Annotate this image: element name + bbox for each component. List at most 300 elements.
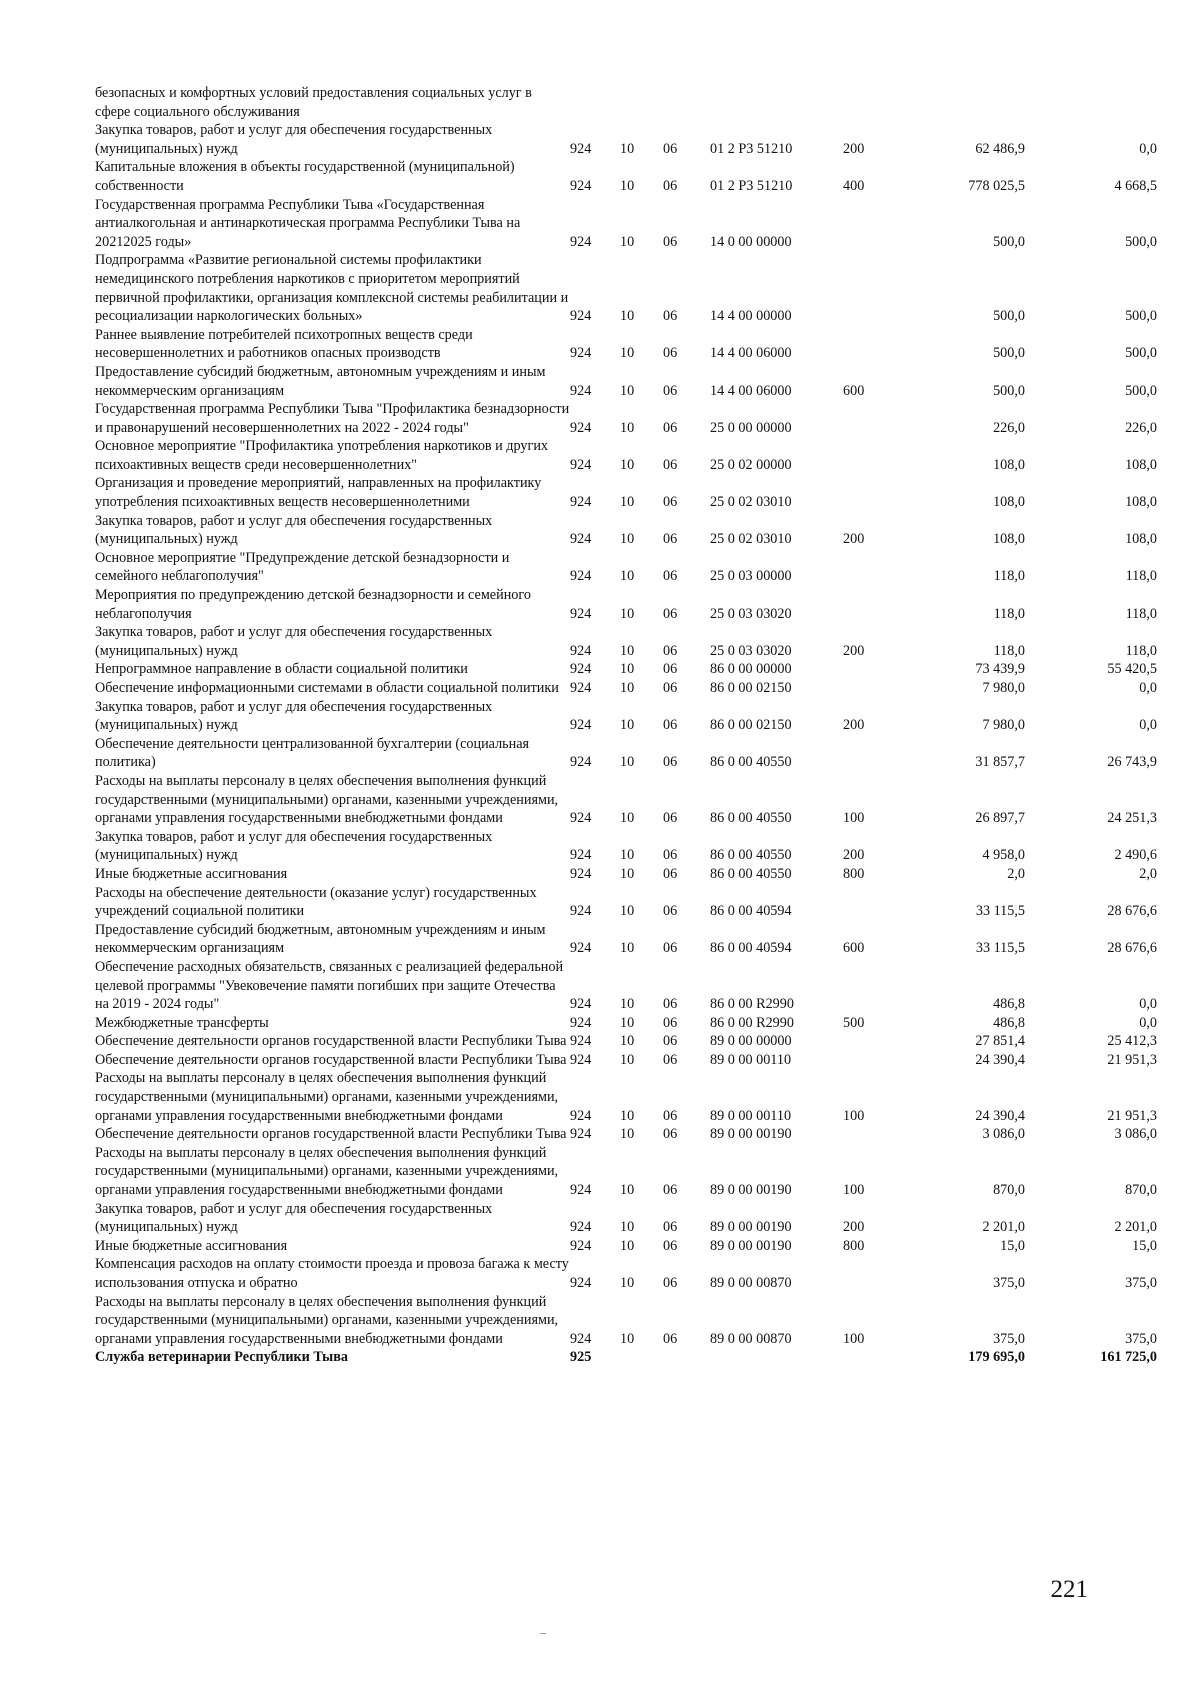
row-amount-year2: 4 668,5 (1114, 177, 1157, 194)
row-grbs: 924 (570, 1107, 592, 1124)
row-subsection (663, 1348, 710, 1367)
row-name: Закупка товаров, работ и услуг для обеспечения государственных (муниципальных) нужд (95, 624, 493, 659)
table-row (95, 679, 1157, 698)
row-expense-type (843, 1125, 903, 1144)
row-target-article: 86 0 00 40550 (710, 810, 792, 827)
row-amount-year2: 500,0 (1125, 233, 1157, 250)
row-name: Предоставление субсидий бюджетным, автономным учреждениям и иным некоммерческим организациям (95, 363, 546, 399)
row-target-article: 14 4 00 06000 (710, 345, 792, 362)
row-subsection: 06 (663, 903, 678, 920)
row-expense-type (843, 474, 903, 511)
row-amount-year2: 118,0 (1125, 605, 1157, 622)
row-name: Раннее выявление потребителей психотропных веществ среди несовершеннолетних и работников опасных производств (95, 326, 473, 362)
table-row (95, 474, 1157, 511)
table-row (95, 1348, 1157, 1367)
row-grbs (570, 84, 620, 121)
row-section: 10 (620, 568, 635, 585)
row-subsection: 06 (663, 1237, 678, 1254)
table-row (95, 1293, 1157, 1349)
row-target-article: 01 2 P3 51210 (710, 177, 793, 194)
row-amount-year1: 26 897,7 (975, 810, 1025, 827)
table-row (95, 121, 1157, 158)
table-row (95, 586, 1157, 623)
row-amount-year1: 108,0 (993, 456, 1025, 473)
row-expense-type (843, 84, 903, 121)
row-target-article (710, 1348, 843, 1367)
row-amount-year1 (903, 84, 1025, 121)
row-amount-year2: 870,0 (1125, 1182, 1157, 1199)
row-grbs: 924 (570, 233, 592, 250)
row-amount-year1: 500,0 (993, 345, 1025, 362)
row-section (620, 84, 663, 121)
table-row (95, 158, 1157, 195)
row-name: Расходы на обеспечение деятельности (оказание услуг) государственных учреждений социальной политики (95, 884, 537, 920)
row-amount-year2: 24 251,3 (1107, 810, 1157, 827)
row-grbs: 924 (570, 345, 592, 362)
row-section: 10 (620, 1126, 635, 1143)
row-amount-year1: 31 857,7 (975, 754, 1025, 771)
row-grbs: 924 (570, 308, 592, 325)
table-row (95, 437, 1157, 474)
row-target-article: 86 0 00 40594 (710, 903, 792, 920)
row-target-article: 25 0 02 00000 (710, 456, 792, 473)
row-section: 10 (620, 531, 635, 548)
row-section: 10 (620, 717, 635, 734)
row-name: Обеспечение деятельности органов государственной власти Республики Тыва (95, 1126, 567, 1143)
row-target-article: 14 4 00 00000 (710, 308, 792, 325)
row-name: Обеспечение расходных обязательств, связанных с реализацией федеральной целевой программы "Увековечение памяти погибших при защите Отечества на 2019 - 2024 годы" (95, 958, 564, 1013)
row-grbs: 924 (570, 1126, 592, 1143)
row-amount-year1: 33 115,5 (975, 903, 1025, 920)
row-amount-year2: 0,0 (1139, 140, 1157, 157)
row-amount-year2: 500,0 (1125, 308, 1157, 325)
row-grbs: 924 (570, 1051, 592, 1068)
row-subsection: 06 (663, 419, 678, 436)
row-grbs: 924 (570, 940, 592, 957)
row-expense-type: 100 (843, 1330, 865, 1347)
row-name: Расходы на выплаты персоналу в целях обеспечения выполнения функций государственными (муниципальными) органами, казенными учреждениями, органами управления государственными внебюджетными фондами (95, 1144, 559, 1199)
row-amount-year2: 0,0 (1139, 680, 1157, 696)
row-name: Иные бюджетные ассигнования (95, 1237, 288, 1254)
row-target-article: 01 2 P3 51210 (710, 140, 793, 157)
row-section: 10 (620, 1107, 635, 1124)
row-subsection: 06 (663, 680, 678, 696)
row-amount-year1: 7 980,0 (982, 680, 1025, 696)
row-grbs: 924 (570, 1014, 592, 1031)
row-target-article: 89 0 00 00190 (710, 1237, 792, 1254)
table-row (95, 884, 1157, 921)
row-grbs: 924 (570, 903, 592, 920)
row-section: 10 (620, 1033, 635, 1050)
row-section: 10 (620, 1237, 635, 1254)
row-expense-type (843, 549, 903, 586)
row-grbs: 924 (570, 1182, 592, 1199)
row-section: 10 (620, 1330, 635, 1347)
budget-table (95, 84, 1157, 1367)
row-subsection: 06 (663, 456, 678, 473)
row-expense-type (843, 679, 903, 698)
row-grbs: 924 (570, 140, 592, 157)
row-grbs: 924 (570, 661, 592, 678)
row-amount-year2: 108,0 (1125, 456, 1157, 473)
row-amount-year1: 500,0 (993, 382, 1025, 399)
row-amount-year1: 4 958,0 (982, 847, 1025, 864)
table-row (95, 1032, 1157, 1051)
row-name: Обеспечение деятельности органов государственной власти Республики Тыва (95, 1051, 567, 1068)
row-amount-year2: 375,0 (1125, 1275, 1157, 1291)
row-expense-type (843, 586, 903, 623)
table-row (95, 512, 1157, 549)
row-target-article: 89 0 00 00190 (710, 1219, 792, 1236)
row-amount-year2: 55 420,5 (1107, 661, 1157, 678)
row-amount-year2: 28 676,6 (1107, 903, 1157, 920)
row-section: 10 (620, 419, 635, 436)
row-grbs: 924 (570, 717, 592, 734)
row-name: Закупка товаров, работ и услуг для обеспечения государственных (муниципальных) нужд (95, 698, 493, 734)
table-row (95, 251, 1157, 325)
row-target-article: 14 0 00 00000 (710, 233, 792, 250)
row-expense-type: 200 (843, 1219, 865, 1236)
row-expense-type (843, 437, 903, 474)
table-row (95, 549, 1157, 586)
table-row (95, 698, 1157, 735)
row-expense-type (843, 1051, 903, 1070)
row-grbs: 924 (570, 456, 592, 473)
row-expense-type: 400 (843, 177, 865, 194)
row-expense-type: 800 (843, 865, 865, 882)
row-name: Подпрограмма «Развитие региональной системы профилактики немедицинского потребления наркотиков с приоритетом мероприятий первичной профилактики, организация комплексной системы реабилитации и ресоциализации наркологических больных» (95, 252, 569, 325)
row-amount-year1: 500,0 (993, 308, 1025, 325)
row-target-article: 86 0 00 40550 (710, 847, 792, 864)
table-row (95, 363, 1157, 400)
budget-table-body (95, 84, 1157, 1367)
row-expense-type: 800 (843, 1237, 865, 1254)
row-expense-type (843, 1255, 903, 1292)
row-amount-year2: 26 743,9 (1107, 754, 1157, 771)
row-amount-year1: 27 851,4 (975, 1033, 1025, 1050)
row-subsection: 06 (663, 177, 678, 194)
row-name: Обеспечение деятельности органов государственной власти Республики Тыва (95, 1033, 567, 1050)
table-row (95, 660, 1157, 679)
row-expense-type: 100 (843, 810, 865, 827)
row-amount-year1: 73 439,9 (975, 661, 1025, 678)
row-amount-year2: 21 951,3 (1107, 1051, 1157, 1068)
row-target-article: 86 0 00 R2990 (710, 1014, 794, 1031)
row-amount-year1: 24 390,4 (975, 1051, 1025, 1068)
row-amount-year1: 870,0 (993, 1182, 1025, 1199)
row-section: 10 (620, 903, 635, 920)
row-grbs: 924 (570, 847, 592, 864)
row-amount-year2: 3 086,0 (1114, 1126, 1157, 1143)
row-expense-type: 200 (843, 642, 865, 659)
row-name: Основное мероприятие "Профилактика употребления наркотиков и других психоактивных веществ среди несовершеннолетних" (95, 438, 549, 473)
row-name: Расходы на выплаты персоналу в целях обеспечения выполнения функций государственными (муниципальными) органами, казенными учреждениями, органами управления государственными внебюджетными фондами (95, 772, 559, 827)
row-subsection: 06 (663, 1033, 678, 1050)
row-subsection: 06 (663, 382, 678, 399)
row-amount-year1: 118,0 (993, 605, 1025, 622)
page-number: 221 (1050, 1576, 1088, 1603)
row-amount-year1: 108,0 (993, 531, 1025, 548)
row-amount-year1: 778 025,5 (968, 177, 1025, 194)
row-amount-year2: 2,0 (1139, 865, 1157, 882)
row-section: 10 (620, 177, 635, 194)
row-grbs: 925 (570, 1349, 592, 1366)
row-section (620, 1348, 663, 1367)
row-section: 10 (620, 494, 635, 511)
row-section: 10 (620, 1014, 635, 1031)
row-amount-year1: 2,0 (1007, 865, 1025, 882)
row-name: Обеспечение информационными системами в области социальной политики (95, 680, 559, 696)
row-section: 10 (620, 1182, 635, 1199)
row-expense-type: 600 (843, 382, 865, 399)
row-amount-year2: 161 725,0 (1100, 1349, 1157, 1366)
row-amount-year2 (1025, 84, 1157, 121)
row-target-article: 25 0 03 03020 (710, 605, 792, 622)
row-expense-type (843, 400, 903, 437)
row-expense-type: 200 (843, 140, 865, 157)
row-name: Компенсация расходов на оплату стоимости проезда и провоза багажа к месту использования отпуска и обратно (95, 1256, 569, 1291)
row-section: 10 (620, 605, 635, 622)
row-subsection: 06 (663, 661, 678, 678)
row-expense-type: 200 (843, 717, 865, 734)
row-section: 10 (620, 996, 635, 1013)
row-amount-year1: 500,0 (993, 233, 1025, 250)
row-subsection: 06 (663, 568, 678, 585)
row-grbs: 924 (570, 810, 592, 827)
row-name: Государственная программа Республики Тыва "Профилактика безнадзорности и правонарушений несовершеннолетних на 2022 - 2024 годы" (95, 401, 570, 436)
row-subsection: 06 (663, 308, 678, 325)
row-section: 10 (620, 680, 635, 696)
row-target-article: 25 0 02 03010 (710, 494, 792, 511)
row-name: Служба ветеринарии Республики Тыва (95, 1349, 348, 1366)
row-amount-year1: 33 115,5 (975, 940, 1025, 957)
row-amount-year2: 0,0 (1139, 717, 1157, 734)
row-expense-type: 100 (843, 1107, 865, 1124)
row-subsection: 06 (663, 1275, 678, 1291)
table-row (95, 958, 1157, 1014)
row-section: 10 (620, 382, 635, 399)
row-amount-year2: 108,0 (1125, 531, 1157, 548)
row-target-article: 86 0 00 40550 (710, 754, 792, 771)
row-amount-year2: 15,0 (1132, 1237, 1157, 1254)
row-amount-year1: 7 980,0 (982, 717, 1025, 734)
row-expense-type (843, 660, 903, 679)
row-name: Капитальные вложения в объекты государственной (муниципальной) собственности (95, 159, 515, 194)
row-expense-type (843, 326, 903, 363)
row-name: безопасных и комфортных условий предоставления социальных услуг в сфере социального обслуживания (95, 85, 532, 120)
row-section: 10 (620, 847, 635, 864)
row-name: Иные бюджетные ассигнования (95, 865, 288, 882)
row-section: 10 (620, 661, 635, 678)
row-target-article: 86 0 00 02150 (710, 717, 792, 734)
row-grbs: 924 (570, 568, 592, 585)
row-subsection: 06 (663, 1182, 678, 1199)
row-target-article: 86 0 00 02150 (710, 680, 792, 696)
row-grbs: 924 (570, 382, 592, 399)
row-target-article (710, 84, 843, 121)
row-subsection: 06 (663, 605, 678, 622)
table-row (95, 735, 1157, 772)
table-row (95, 1200, 1157, 1237)
row-expense-type: 200 (843, 531, 865, 548)
row-target-article: 89 0 00 00000 (710, 1033, 792, 1050)
row-section: 10 (620, 1275, 635, 1291)
row-amount-year1: 118,0 (993, 568, 1025, 585)
row-expense-type: 200 (843, 847, 865, 864)
row-amount-year2: 500,0 (1125, 382, 1157, 399)
row-subsection: 06 (663, 865, 678, 882)
row-grbs: 924 (570, 531, 592, 548)
row-subsection: 06 (663, 1330, 678, 1347)
row-name: Организация и проведение мероприятий, направленных на профилактику употребления психоактивных веществ несовершеннолетними (95, 475, 542, 511)
row-amount-year2: 226,0 (1125, 419, 1157, 436)
row-section: 10 (620, 308, 635, 325)
row-grbs: 924 (570, 996, 592, 1013)
row-target-article: 89 0 00 00870 (710, 1330, 792, 1347)
row-amount-year2: 25 412,3 (1107, 1033, 1157, 1050)
row-subsection: 06 (663, 1014, 678, 1031)
row-amount-year2: 118,0 (1125, 568, 1157, 585)
row-name: Государственная программа Республики Тыва «Государственная антиалкогольная и антинаркотическая программа Республики Тыва на 20212025 годы» (95, 196, 521, 250)
row-subsection: 06 (663, 847, 678, 864)
row-grbs: 924 (570, 642, 592, 659)
row-section: 10 (620, 140, 635, 157)
table-row (95, 1144, 1157, 1200)
row-amount-year1: 375,0 (993, 1330, 1025, 1347)
row-amount-year2: 108,0 (1125, 494, 1157, 511)
row-grbs: 924 (570, 605, 592, 622)
row-section: 10 (620, 810, 635, 827)
table-row (95, 326, 1157, 363)
row-amount-year2: 0,0 (1139, 996, 1157, 1013)
row-target-article: 86 0 00 40550 (710, 865, 792, 882)
row-grbs: 924 (570, 680, 592, 696)
table-row (95, 1125, 1157, 1144)
row-expense-type (843, 1348, 903, 1367)
row-amount-year2: 375,0 (1125, 1330, 1157, 1347)
table-row (95, 196, 1157, 252)
row-section: 10 (620, 456, 635, 473)
row-target-article: 25 0 00 00000 (710, 419, 792, 436)
row-amount-year1: 15,0 (1000, 1237, 1025, 1254)
row-amount-year1: 226,0 (993, 419, 1025, 436)
row-subsection: 06 (663, 810, 678, 827)
row-target-article: 86 0 00 40594 (710, 940, 792, 957)
row-grbs: 924 (570, 419, 592, 436)
table-row (95, 400, 1157, 437)
row-name: Предоставление субсидий бюджетным, автономным учреждениям и иным некоммерческим организациям (95, 921, 546, 957)
row-name: Закупка товаров, работ и услуг для обеспечения государственных (муниципальных) нужд (95, 1200, 493, 1236)
row-amount-year1: 486,8 (993, 1014, 1025, 1031)
row-name: Межбюджетные трансферты (95, 1014, 269, 1031)
table-row (95, 1051, 1157, 1070)
row-target-article: 25 0 03 03020 (710, 642, 792, 659)
table-row (95, 921, 1157, 958)
row-subsection: 06 (663, 717, 678, 734)
row-amount-year1: 486,8 (993, 996, 1025, 1013)
row-amount-year2: 2 201,0 (1114, 1219, 1157, 1236)
row-section: 10 (620, 865, 635, 882)
row-grbs: 924 (570, 1219, 592, 1236)
row-name: Основное мероприятие "Предупреждение детской безнадзорности и семейного неблагополучия" (95, 549, 510, 585)
row-subsection: 06 (663, 1219, 678, 1236)
row-target-article: 25 0 03 00000 (710, 568, 792, 585)
row-name: Закупка товаров, работ и услуг для обеспечения государственных (муниципальных) нужд (95, 828, 493, 864)
row-section: 10 (620, 345, 635, 362)
row-expense-type: 500 (843, 1014, 865, 1031)
row-target-article: 14 4 00 06000 (710, 382, 792, 399)
row-subsection: 06 (663, 642, 678, 659)
row-grbs: 924 (570, 177, 592, 194)
row-amount-year1: 118,0 (993, 642, 1025, 659)
row-expense-type: 100 (843, 1182, 865, 1199)
row-amount-year1: 3 086,0 (982, 1126, 1025, 1143)
row-grbs: 924 (570, 754, 592, 771)
row-target-article: 86 0 00 00000 (710, 661, 792, 678)
row-grbs: 924 (570, 865, 592, 882)
table-row (95, 865, 1157, 884)
row-target-article: 86 0 00 R2990 (710, 996, 794, 1013)
row-expense-type (843, 735, 903, 772)
table-row (95, 1069, 1157, 1125)
row-amount-year2: 28 676,6 (1107, 940, 1157, 957)
row-amount-year2: 0,0 (1139, 1014, 1157, 1031)
row-amount-year2: 2 490,6 (1114, 847, 1157, 864)
row-expense-type (843, 251, 903, 325)
row-target-article: 89 0 00 00870 (710, 1275, 792, 1291)
row-name: Мероприятия по предупреждению детской безнадзорности и семейного неблагополучия (95, 587, 531, 622)
row-section: 10 (620, 233, 635, 250)
row-target-article: 89 0 00 00110 (710, 1051, 792, 1068)
table-row (95, 1014, 1157, 1033)
row-amount-year1: 62 486,9 (975, 140, 1025, 157)
row-expense-type (843, 1032, 903, 1051)
row-amount-year2: 118,0 (1125, 642, 1157, 659)
row-amount-year1: 24 390,4 (975, 1107, 1025, 1124)
row-subsection: 06 (663, 1051, 678, 1068)
row-target-article: 89 0 00 00190 (710, 1126, 792, 1143)
row-name: Непрограммное направление в области социальной политики (95, 661, 468, 678)
row-grbs: 924 (570, 1275, 592, 1291)
table-row (95, 1255, 1157, 1292)
row-expense-type (843, 884, 903, 921)
row-subsection: 06 (663, 531, 678, 548)
row-grbs: 924 (570, 1330, 592, 1347)
row-subsection: 06 (663, 140, 678, 157)
row-amount-year1: 179 695,0 (968, 1349, 1025, 1366)
row-subsection: 06 (663, 494, 678, 511)
row-subsection: 06 (663, 1126, 678, 1143)
row-amount-year2: 500,0 (1125, 345, 1157, 362)
row-target-article: 89 0 00 00110 (710, 1107, 792, 1124)
table-row (95, 1237, 1157, 1256)
row-subsection (663, 84, 710, 121)
row-amount-year1: 375,0 (993, 1275, 1025, 1291)
row-name: Закупка товаров, работ и услуг для обеспечения государственных (муниципальных) нужд (95, 122, 493, 157)
row-target-article: 89 0 00 00190 (710, 1182, 792, 1199)
row-grbs: 924 (570, 494, 592, 511)
row-name: Расходы на выплаты персоналу в целях обеспечения выполнения функций государственными (муниципальными) органами, казенными учреждениями, органами управления государственными внебюджетными фондами (95, 1070, 559, 1124)
row-expense-type (843, 196, 903, 252)
row-subsection: 06 (663, 754, 678, 771)
row-name: Расходы на выплаты персоналу в целях обеспечения выполнения функций государственными (муниципальными) органами, казенными учреждениями, органами управления государственными внебюджетными фондами (95, 1293, 559, 1347)
row-target-article: 25 0 02 03010 (710, 531, 792, 548)
row-section: 10 (620, 754, 635, 771)
row-subsection: 06 (663, 996, 678, 1013)
row-section: 10 (620, 1219, 635, 1236)
row-grbs: 924 (570, 1033, 592, 1050)
table-row (95, 84, 1157, 121)
